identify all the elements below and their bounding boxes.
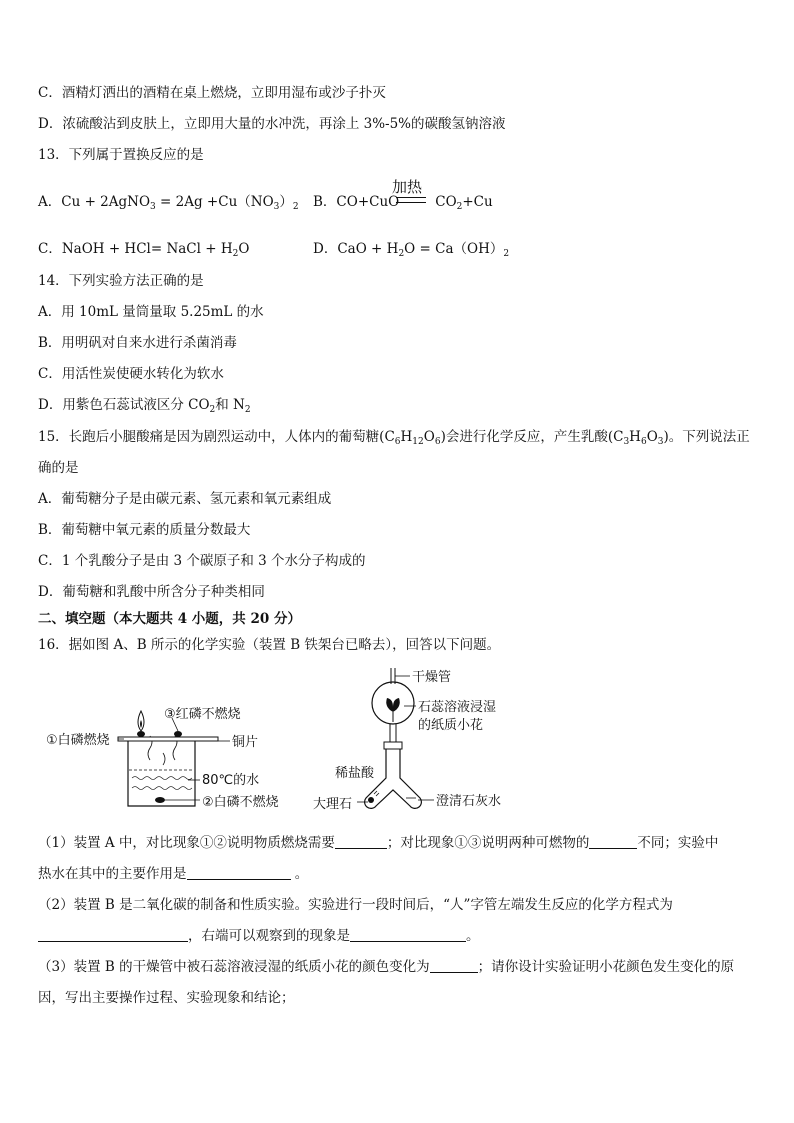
equals-sign	[396, 197, 426, 203]
label-copper-sheet: 铜片	[232, 735, 259, 750]
answer-blank-4[interactable]	[38, 927, 188, 942]
answer-blank-2[interactable]	[589, 834, 637, 849]
q16-part2: （2）装置 B 是二氧化碳的制备和性质实验。实验进行一段时间后，“人”字管左端发生反应的化学方程式为	[38, 897, 673, 913]
stopper	[384, 742, 402, 749]
label-litmus-flower-2: 的纸质小花	[418, 718, 484, 733]
white-phosphorus-underwater	[155, 797, 165, 803]
q15-option-d: D．葡萄糖和乳酸中所含分子种类相同	[38, 584, 265, 600]
label-litmus-flower-1: 石蕊溶液浸湿	[418, 700, 497, 715]
label-limewater: 澄清石灰水	[436, 794, 502, 809]
label-white-phosphorus-underwater: ②白磷不燃烧	[202, 795, 279, 810]
white-phosphorus-burning	[137, 731, 145, 737]
apparatus-b	[313, 668, 501, 812]
label-white-phosphorus-burning: ①白磷燃烧	[46, 733, 110, 748]
answer-blank-1[interactable]	[335, 834, 387, 849]
marble-chips	[368, 797, 374, 803]
heat-curl-3	[163, 753, 165, 765]
acid-drops	[374, 791, 379, 796]
q16-part1-continued: 热水在其中的主要作用是 。	[38, 866, 309, 882]
q16-part2-continued: ，右端可以观察到的现象是 。	[38, 927, 480, 945]
answer-blank-6[interactable]	[430, 958, 478, 973]
q16-part3: （3）装置 B 的干燥管中被石蕊溶液浸湿的纸质小花的颜色变化为 ；请你设计实验证明小花颜色发生变化的原	[38, 959, 735, 975]
q13-option-b: B．CO+CuO $CO_2+Cu$	[313, 194, 493, 212]
q13-option-d: D．CaO + $H_2O = Ca(OH)_2$	[313, 241, 510, 259]
label-drying-tube: 干燥管	[412, 670, 452, 685]
q13-option-a: A．Cu + 2AgNO$_3$ = $2Ag +Cu(NO_3)_2$	[38, 194, 299, 212]
q13-option-c: C．NaOH + HCl= NaCl + $H_2O$	[38, 241, 250, 259]
q14-stem: 14．下列实验方法正确的是	[38, 273, 204, 289]
q16-stem: 16．据如图 A、B 所示的化学实验（装置 B 铁架台已略去），回答以下问题。	[38, 637, 501, 653]
q16-part1: （1）装置 A 中，对比现象①②说明物质燃烧需要 ；对比现象①③说明两种可燃物的 不同；实验中	[38, 835, 719, 851]
q15-option-c: C．1 个乳酸分子是由 3 个碳原子和 3 个水分子构成的	[38, 553, 366, 569]
q14-option-a: A．用 10mL 量筒量取 5.25mL 的水	[38, 304, 264, 320]
beaker	[128, 740, 195, 806]
q16-experiment-figure	[36, 664, 526, 814]
q15-stem-continued: 确的是	[38, 460, 79, 476]
q15-option-b: B．葡萄糖中氧元素的质量分数最大	[38, 522, 251, 538]
q14-option-d: D．用紫色石蕊试液区分 $CO_2$和 $N_2$	[38, 397, 251, 415]
q15-stem: 15．长跑后小腿酸痛是因为剧烈运动中，人体内的葡萄糖$(C_6H_{12}O_6)$会进行化学反应，产生乳酸$(C_3H_6O_3)$。下列说法正	[38, 429, 750, 447]
paper-flower-icon	[386, 698, 400, 712]
water-wave-2	[132, 787, 192, 790]
label-dilute-hcl: 稀盐酸	[335, 766, 375, 781]
q14-option-b: B．用明矾对自来水进行杀菌消毒	[38, 335, 237, 351]
label-hot-water: 80℃的水	[202, 773, 260, 788]
q13-stem: 13．下列属于置换反应的是	[38, 147, 204, 163]
apparatus-a	[46, 706, 279, 810]
q14-option-c: C．用活性炭使硬水转化为软水	[38, 366, 224, 382]
q16-part3-continued: 因，写出主要操作过程、实验现象和结论；	[38, 990, 295, 1006]
q12-option-d: D．浓硫酸沾到皮肤上，立即用大量的水冲洗，再涂上 3%-5%的碳酸氢钠溶液	[38, 116, 506, 132]
answer-blank-3[interactable]	[187, 865, 291, 880]
label-marble: 大理石	[313, 797, 353, 812]
label-red-phosphorus: ③红磷不燃烧	[164, 707, 241, 722]
copper-sheet	[118, 737, 218, 741]
water-wave-1	[132, 777, 192, 780]
section-title: 二、填空题（本大题共 4 小题，共 20 分）	[38, 611, 301, 627]
answer-blank-5[interactable]	[350, 927, 466, 942]
q15-option-a: A．葡萄糖分子是由碳元素、氢元素和氧元素组成	[38, 491, 332, 507]
q12-option-c: C．酒精灯洒出的酒精在桌上燃烧，立即用湿布或沙子扑灭	[38, 85, 386, 101]
q13-reaction-condition: 加热	[392, 178, 423, 196]
red-phosphorus	[174, 731, 182, 737]
